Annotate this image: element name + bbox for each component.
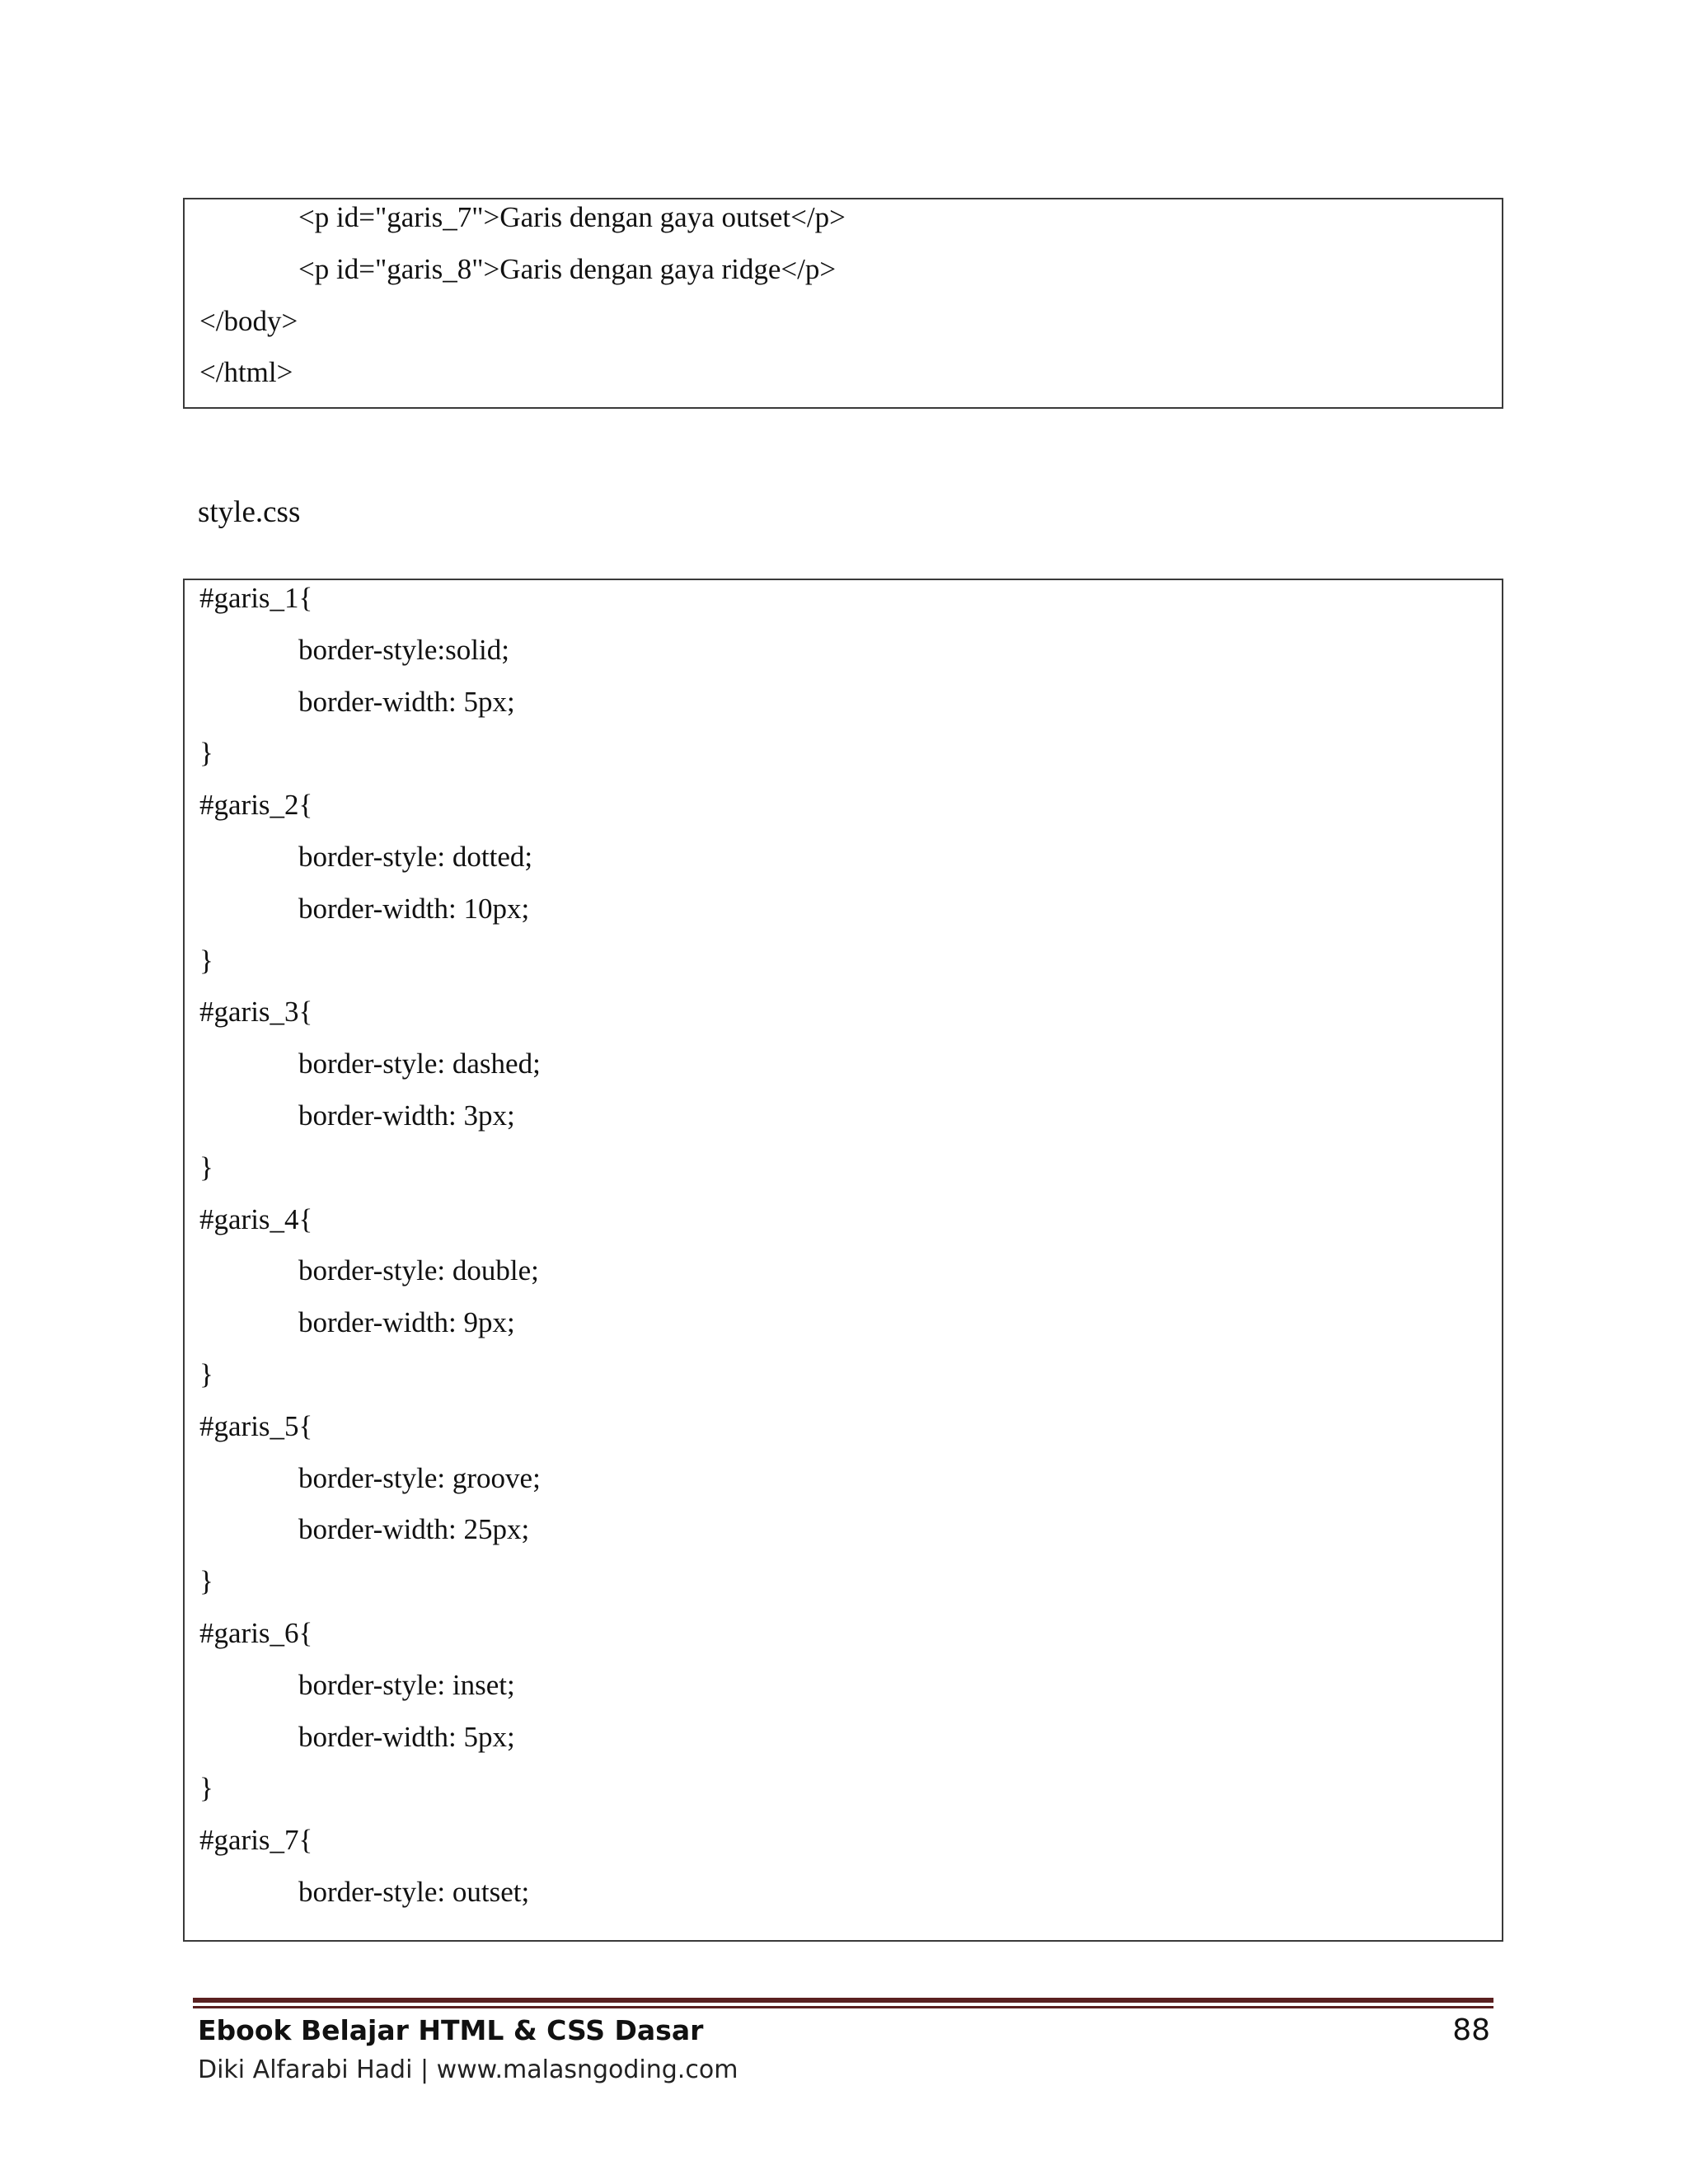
- file-label: style.css: [198, 495, 301, 529]
- code-line: border-style: dashed;: [298, 1047, 541, 1080]
- footer-title: Ebook Belajar HTML & CSS Dasar: [198, 2014, 704, 2046]
- code-line: }: [199, 1772, 213, 1805]
- code-line: <p id="garis_7">Garis dengan gaya outset</p>: [298, 201, 846, 233]
- code-line: border-width: 3px;: [298, 1099, 515, 1132]
- code-line: border-style: dotted;: [298, 841, 533, 873]
- code-line: border-width: 10px;: [298, 892, 530, 925]
- footer-rule-thick: [193, 1998, 1493, 2003]
- code-line: #garis_3{: [199, 996, 313, 1029]
- code-line: border-style:solid;: [298, 633, 509, 666]
- code-line: }: [199, 1358, 213, 1390]
- code-line: #garis_4{: [199, 1202, 313, 1235]
- code-line: border-style: groove;: [298, 1461, 541, 1494]
- code-line: border-style: double;: [298, 1254, 539, 1287]
- code-line: </body>: [199, 305, 298, 337]
- code-line: border-width: 5px;: [298, 685, 515, 718]
- code-line: #garis_2{: [199, 789, 313, 822]
- code-line: #garis_6{: [199, 1617, 313, 1649]
- footer-subtitle: Diki Alfarabi Hadi | www.malasngoding.com: [198, 2055, 738, 2084]
- code-line: border-width: 25px;: [298, 1513, 530, 1546]
- code-line: }: [199, 737, 213, 770]
- page-number: 88: [1452, 2013, 1490, 2047]
- code-block-html: [183, 198, 1503, 409]
- code-line: border-width: 9px;: [298, 1306, 515, 1339]
- code-line: border-style: outset;: [298, 1876, 530, 1908]
- code-line: }: [199, 1565, 213, 1598]
- code-line: }: [199, 944, 213, 977]
- code-line: #garis_7{: [199, 1824, 313, 1857]
- code-line: border-width: 5px;: [298, 1720, 515, 1753]
- code-line: </html>: [199, 356, 293, 388]
- footer-rule-thin: [193, 2006, 1493, 2008]
- code-line: }: [199, 1151, 213, 1183]
- code-line: border-style: inset;: [298, 1668, 515, 1701]
- code-line: #garis_5{: [199, 1409, 313, 1442]
- code-line: <p id="garis_8">Garis dengan gaya ridge</p>: [298, 253, 837, 285]
- code-line: #garis_1{: [199, 582, 313, 614]
- code-block-css: [183, 579, 1503, 1942]
